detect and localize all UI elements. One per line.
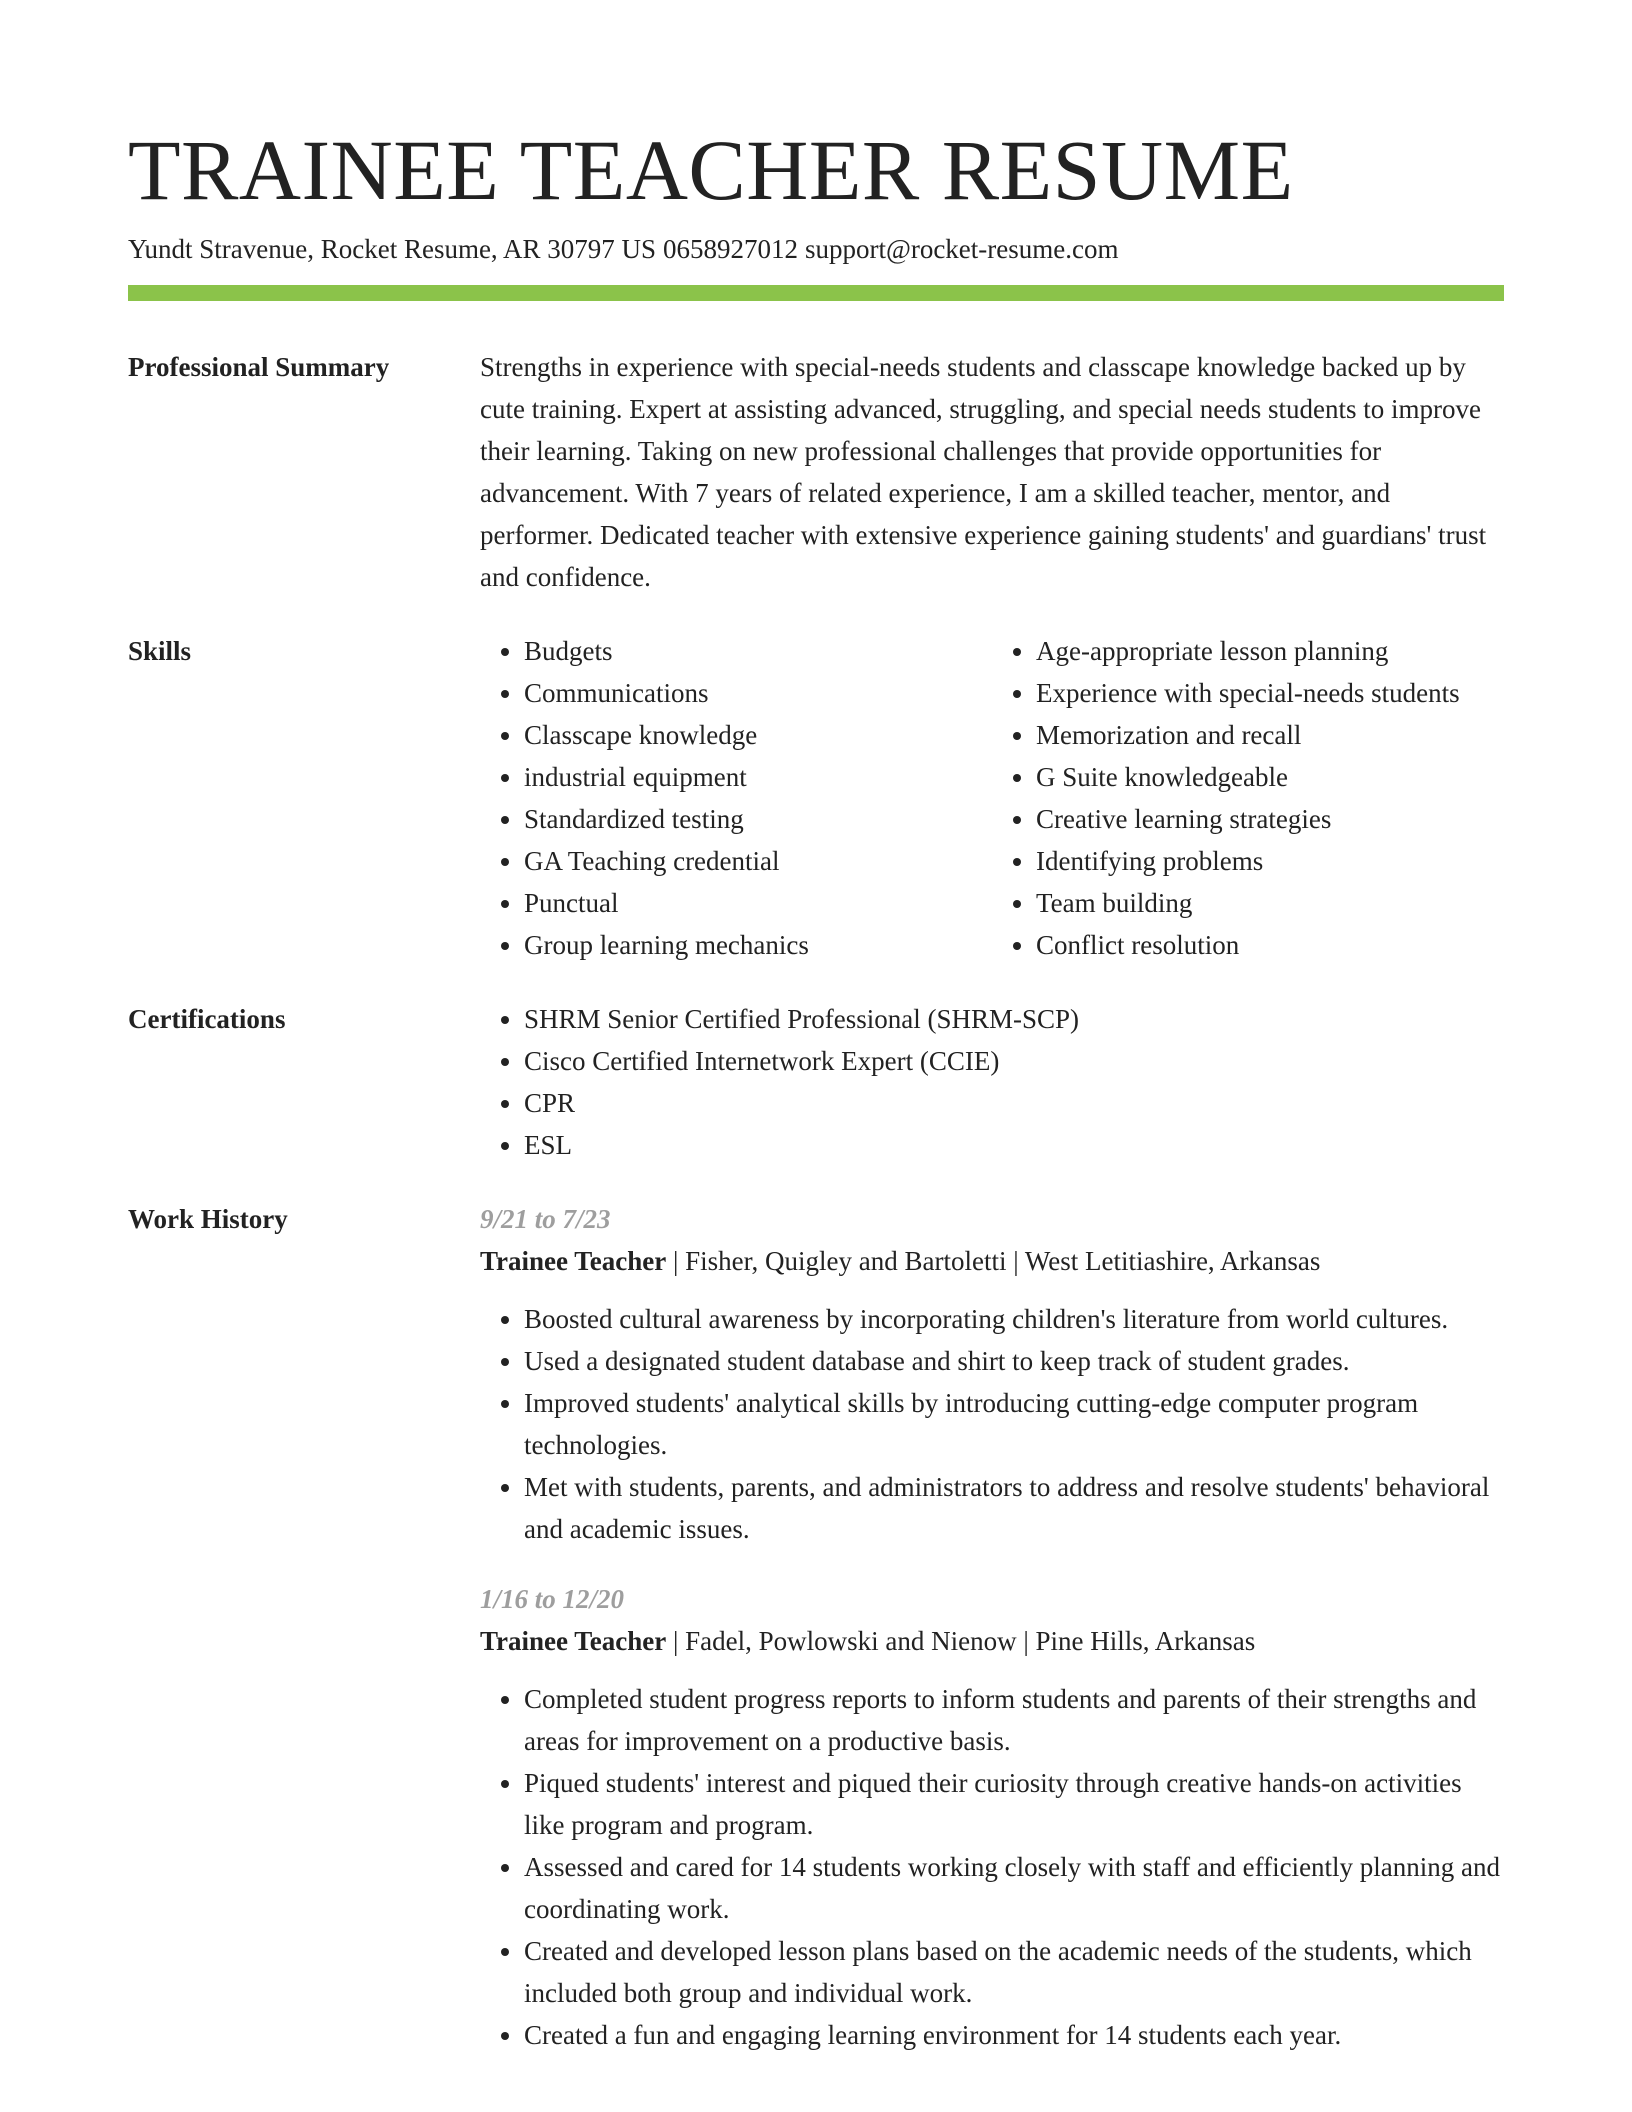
contact-address: Yundt Stravenue, Rocket Resume, AR 30797 US — [128, 234, 656, 264]
skill-item: • Communications — [524, 672, 992, 714]
job-company: Fadel, Powlowski and Nienow — [685, 1626, 1017, 1656]
job-bullet: • Piqued students' interest and piqued their curiosity through creative hands-on activities like program and program. — [524, 1762, 1504, 1846]
job-bullet: • Boosted cultural awareness by incorporating children's literature from world cultures. — [524, 1298, 1504, 1340]
skill-item: • Identifying problems — [1036, 840, 1504, 882]
summary-text: Strengths in experience with special-needs students and classcape knowledge backed up by cute training. Expert at assisting advanced, struggling, and special needs students to improve their learning. Taking on new professional challenges that provide opportunities for advancement. With 7 years of related experience, I am a skilled teacher, mentor, and performer. Dedicated teacher with extensive experience gaining students' and guardians' trust and confidence. — [480, 352, 1487, 592]
certifications-heading: Certifications — [128, 1004, 286, 1034]
skill-item: • industrial equipment — [524, 756, 992, 798]
contact-line — [128, 228, 1119, 270]
job-bullets — [480, 1678, 1504, 2056]
skill-item: • Experience with special-needs students — [1036, 672, 1504, 714]
job-separator: | — [1023, 1626, 1029, 1656]
contact-phone: 0658927012 — [662, 234, 798, 264]
contact-email: support@rocket-resume.com — [804, 234, 1119, 264]
job-bullet: • Met with students, parents, and administrators to address and resolve students' behavioral and academic issues. — [524, 1466, 1504, 1550]
job-company: Fisher, Quigley and Bartoletti — [685, 1246, 1007, 1276]
skill-item: • Team building — [1036, 882, 1504, 924]
job-bullet: • Created a fun and engaging learning environment for 14 students each year. — [524, 2014, 1504, 2056]
job-bullet: • Created and developed lesson plans based on the academic needs of the students, which included both group and individual work. — [524, 1930, 1504, 2014]
job-location: West Letitiashire, Arkansas — [1024, 1246, 1321, 1276]
job-entry — [480, 1198, 1504, 1550]
job-bullet: • Assessed and cared for 14 students working closely with staff and efficiently planning and coordinating work. — [524, 1846, 1504, 1930]
skill-item: • Age-appropriate lesson planning — [1036, 630, 1504, 672]
job-title: Trainee Teacher — [480, 1246, 667, 1276]
job-separator: | — [1013, 1246, 1019, 1276]
job-heading — [480, 1240, 1504, 1282]
job-separator: | — [672, 1626, 679, 1656]
skill-item: • Memorization and recall — [1036, 714, 1504, 756]
job-heading — [480, 1620, 1504, 1662]
job-location: Pine Hills, Arkansas — [1035, 1626, 1256, 1656]
job-dates: 9/21 to 7/23 — [480, 1204, 611, 1234]
certification-item: • CPR — [524, 1082, 1504, 1124]
job-bullets — [480, 1298, 1504, 1550]
skill-item: • G Suite knowledgeable — [1036, 756, 1504, 798]
skills-list-left — [480, 630, 992, 966]
skill-item: • Conflict resolution — [1036, 924, 1504, 966]
certification-item: • Cisco Certified Internetwork Expert (CCIE) — [524, 1040, 1504, 1082]
job-bullet: • Improved students' analytical skills by introducing cutting-edge computer program technologies. — [524, 1382, 1504, 1466]
job-dates: 1/16 to 12/20 — [480, 1584, 625, 1614]
skill-item: • GA Teaching credential — [524, 840, 992, 882]
resume-title: TRAINEE TEACHER RESUME — [128, 122, 1294, 218]
skill-item: • Group learning mechanics — [524, 924, 992, 966]
certification-item: • ESL — [524, 1124, 1504, 1166]
job-title: Trainee Teacher — [480, 1626, 667, 1656]
skill-item: • Budgets — [524, 630, 992, 672]
skills-heading: Skills — [128, 636, 192, 666]
skill-item: • Standardized testing — [524, 798, 992, 840]
skill-item: • Creative learning strategies — [1036, 798, 1504, 840]
summary-heading: Professional Summary — [128, 352, 390, 382]
job-bullet: • Completed student progress reports to inform students and parents of their strengths and areas for improvement on a productive basis. — [524, 1678, 1504, 1762]
job-bullet: • Used a designated student database and shirt to keep track of student grades. — [524, 1340, 1504, 1382]
skill-item: • Punctual — [524, 882, 992, 924]
job-separator: | — [672, 1246, 679, 1276]
job-entry — [480, 1578, 1504, 2056]
certifications-list — [480, 998, 1504, 1166]
skills-list-right — [992, 630, 1504, 966]
accent-divider — [128, 285, 1504, 301]
skill-item: • Classcape knowledge — [524, 714, 992, 756]
certification-item: • SHRM Senior Certified Professional (SHRM-SCP) — [524, 998, 1504, 1040]
work-history-heading: Work History — [128, 1204, 288, 1234]
